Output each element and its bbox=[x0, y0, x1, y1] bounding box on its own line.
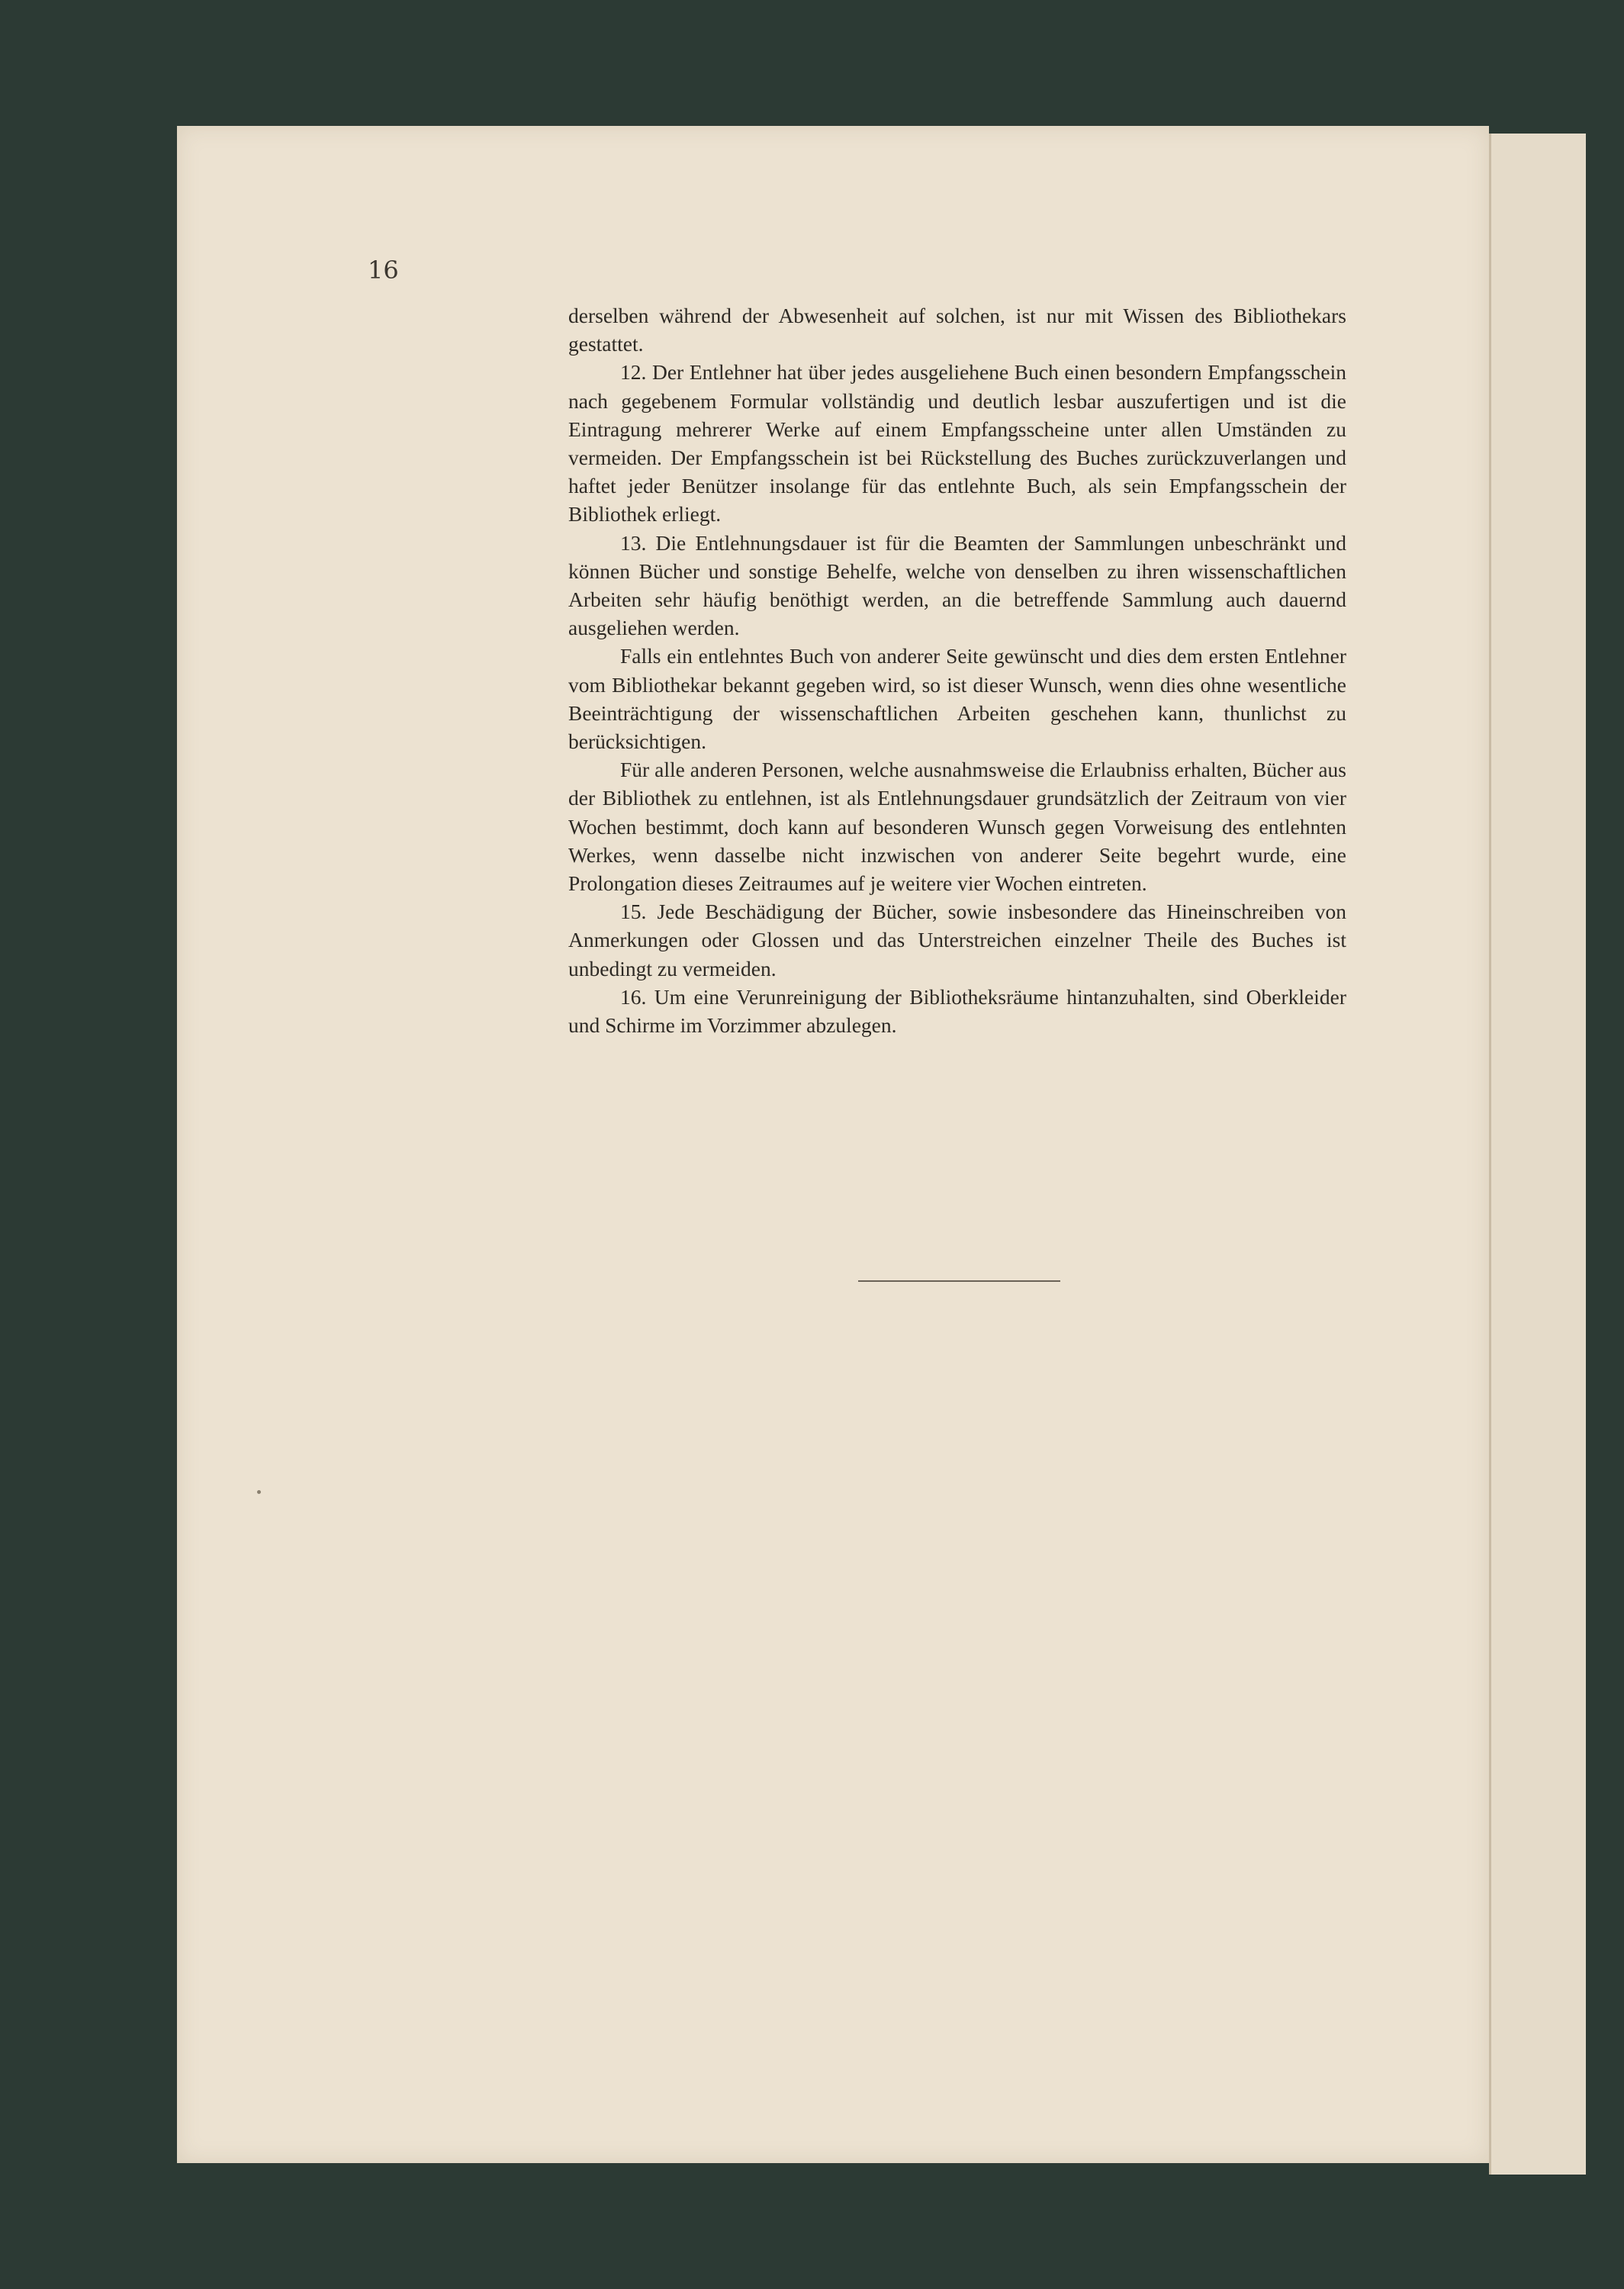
closing-rule bbox=[858, 1280, 1060, 1282]
paragraph-12: 12. Der Entlehner hat über jedes ausgeliehene Buch einen besondern Empfangsschein nach gegebenem Formular vollständig und deutlich lesbar auszufertigen und ist die Eintragung mehrerer Werke auf einem Empfangsscheine unter allen Umständen zu vermeiden. Der Empfangsschein ist bei Rückstellung des Buches zurückzuverlangen und haftet jeder Benützer insolange für das entlehnte Buch, als sein Empfangsschein der Bibliothek erliegt. bbox=[568, 360, 1346, 526]
page-number: 16 bbox=[368, 256, 399, 285]
paper-speck bbox=[257, 1490, 261, 1494]
facing-page-edge bbox=[1489, 134, 1586, 2175]
body-text bbox=[568, 301, 1346, 1039]
paragraph-13-others: Für alle anderen Personen, welche ausnahmsweise die Erlaubniss erhalten, Bücher aus der Bibliothek zu entlehnen, ist als Entlehnungsdauer grundsätzlich der Zeitraum von vier Wochen bestimmt, doch kann auf besonderen Wunsch gegen Vorweisung des entlehnten Werkes, wenn dasselbe nicht inzwischen von anderer Seite begehrt wurde, eine Prolongation dieses Zeitraumes auf je weitere vier Wochen eintreten. bbox=[568, 758, 1346, 896]
paragraph-continuation: derselben während der Abwesenheit auf solchen, ist nur mit Wissen des Bibliothekars gestattet. bbox=[568, 304, 1346, 356]
paragraph-16: 16. Um eine Verunreinigung der Bibliotheksräume hintanzuhalten, sind Oberkleider und Schirme im Vorzimmer abzulegen. bbox=[568, 984, 1346, 1038]
paragraph-15: 15. Jede Beschädigung der Bücher, sowie insbesondere das Hineinschreiben von Anmerkungen oder Glossen und das Unterstreichen einzelner Theile des Buches ist unbedingt zu vermeiden. bbox=[568, 900, 1346, 980]
paragraph-13-note: Falls ein entlehntes Buch von anderer Seite gewünscht und dies dem ersten Entlehner vom Bibliothekar bekannt gegeben wird, so ist dieser Wunsch, wenn dies ohne wesentliche Beeinträchtigung der wissenschaftlichen Arbeiten geschehen kann, thunlichst zu berücksichtigen. bbox=[568, 644, 1346, 754]
paragraph-13: 13. Die Entlehnungsdauer ist für die Beamten der Sammlungen unbeschränkt und können Bücher und sonstige Behelfe, welche von denselben zu ihren wissenschaftlichen Arbeiten sehr häufig benöthigt werden, an die betreffende Sammlung auch dauernd ausgeliehen werden. bbox=[568, 530, 1346, 640]
